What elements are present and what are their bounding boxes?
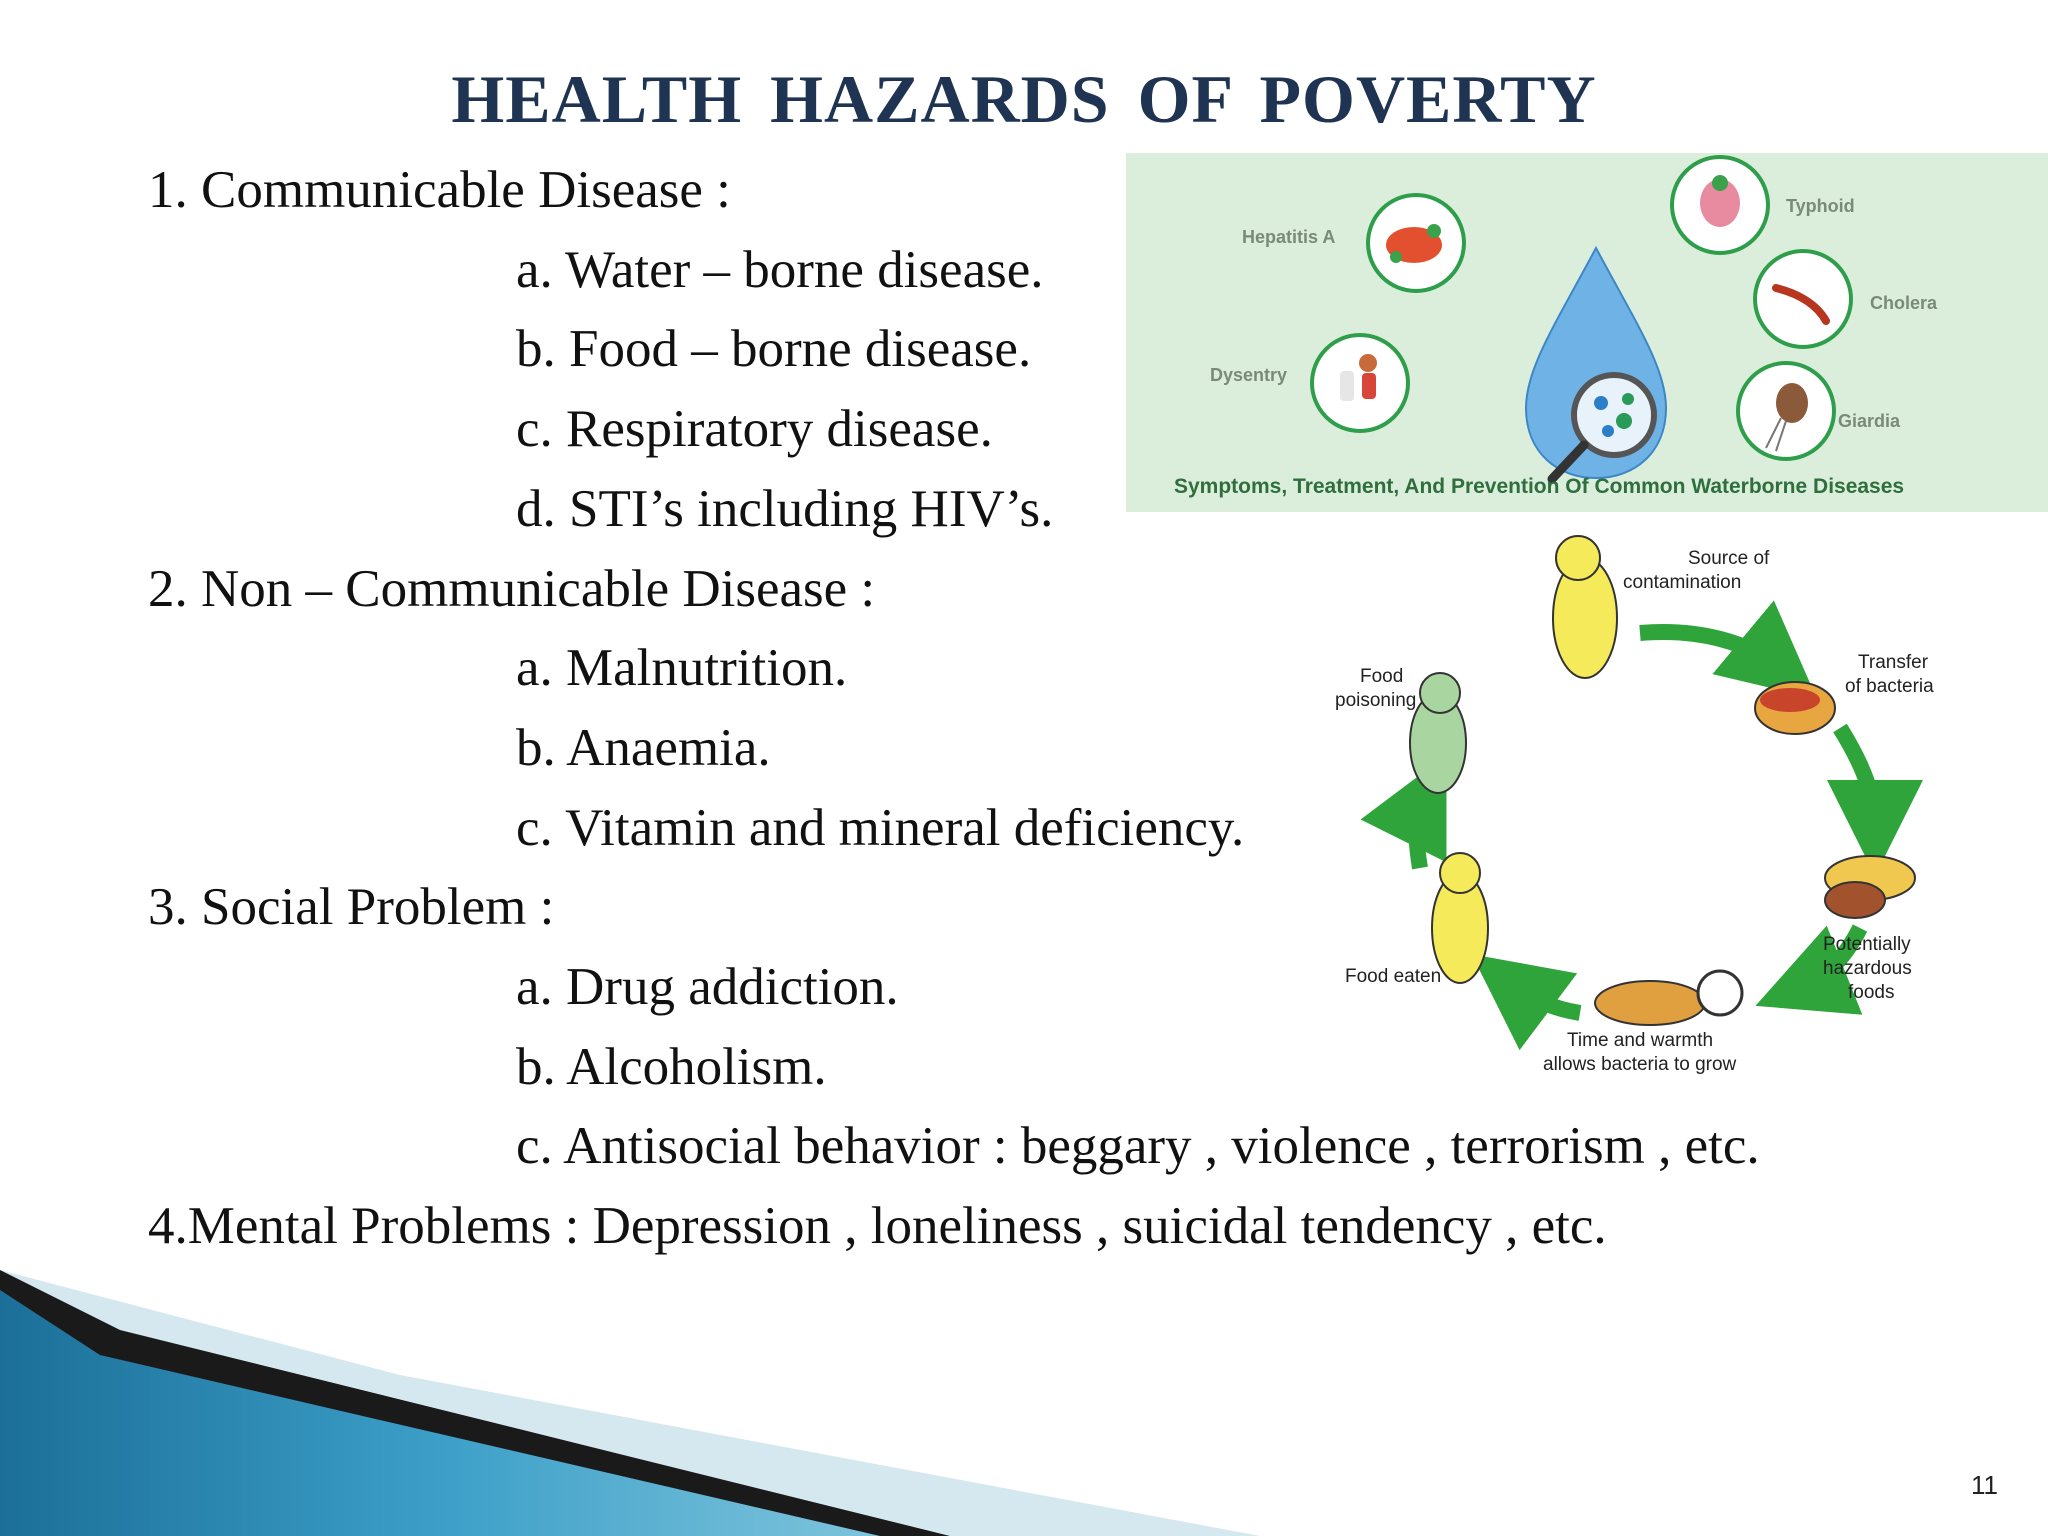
transfer-hotdog-icon [1755, 682, 1835, 734]
list-heading: 3. Social Problem : [148, 878, 555, 936]
list-heading: 2. Non – Communicable Disease : [148, 560, 876, 618]
hazard-label-1: Potentially [1823, 934, 1911, 955]
list-subitem: a. Malnutrition. [516, 639, 848, 697]
hazardous-food-icon [1825, 856, 1915, 918]
giardia-icon [1738, 363, 1834, 459]
dysentry-icon [1312, 335, 1408, 431]
time-label-1: Time and warmth [1567, 1030, 1714, 1051]
waterborne-diseases-image [1126, 153, 2048, 512]
list-subitem: c. Antisocial behavior : beggary , violence , terrorism , etc. [516, 1117, 1760, 1175]
decorative-corner-shape [0, 1270, 1400, 1536]
hazard-label-3: foods [1848, 982, 1895, 1003]
transfer-label-1: Transfer [1858, 652, 1929, 673]
source-label-1: Source of [1688, 548, 1770, 569]
eaten-label: Food eaten [1345, 966, 1442, 987]
source-label-2: contamination [1623, 572, 1742, 593]
source-figure-icon [1553, 536, 1617, 678]
list-subitem: d. STI’s including HIV’s. [516, 480, 1054, 538]
list-subitem: b. Alcoholism. [516, 1038, 827, 1096]
cholera-label: Cholera [1870, 293, 1938, 313]
hazard-label-2: hazardous [1823, 958, 1912, 979]
page-number: 11 [1971, 1470, 1998, 1500]
list-subitem: b. Anaemia. [516, 719, 771, 777]
list-heading: 4.Mental Problems : Depression , loneliness , suicidal tendency , etc. [148, 1197, 1607, 1255]
cholera-icon [1755, 251, 1851, 347]
poisoning-label-2: poisoning [1335, 690, 1417, 711]
poisoning-label-1: Food [1360, 666, 1404, 687]
dysentry-label: Dysentry [1210, 365, 1288, 385]
list-subitem: c. Respiratory disease. [516, 400, 993, 458]
slide-title: HEALTH HAZARDS OF POVERTY [451, 61, 1597, 137]
list-subitem: b. Food – borne disease. [516, 320, 1032, 378]
typhoid-label: Typhoid [1786, 196, 1855, 216]
typhoid-icon [1672, 157, 1768, 253]
hepatitis-icon [1368, 195, 1464, 291]
sick-figure-icon [1410, 673, 1466, 793]
list-heading: 1. Communicable Disease : [148, 161, 731, 219]
list-subitem: c. Vitamin and mineral deficiency. [516, 799, 1245, 857]
giardia-label: Giardia [1838, 411, 1901, 431]
eating-figure-icon [1432, 853, 1488, 983]
hepatitis-label: Hepatitis A [1242, 227, 1336, 247]
waterborne-caption: Symptoms, Treatment, And Prevention Of Common Waterborne Diseases [1174, 475, 1905, 498]
time-label-2: allows bacteria to grow [1543, 1054, 1737, 1075]
transfer-label-2: of bacteria [1845, 676, 1934, 697]
food-poisoning-cycle-diagram [1320, 528, 1960, 1084]
list-subitem: a. Water – borne disease. [516, 241, 1044, 299]
pie-clock-icon [1595, 971, 1742, 1025]
list-subitem: a. Drug addiction. [516, 958, 899, 1016]
